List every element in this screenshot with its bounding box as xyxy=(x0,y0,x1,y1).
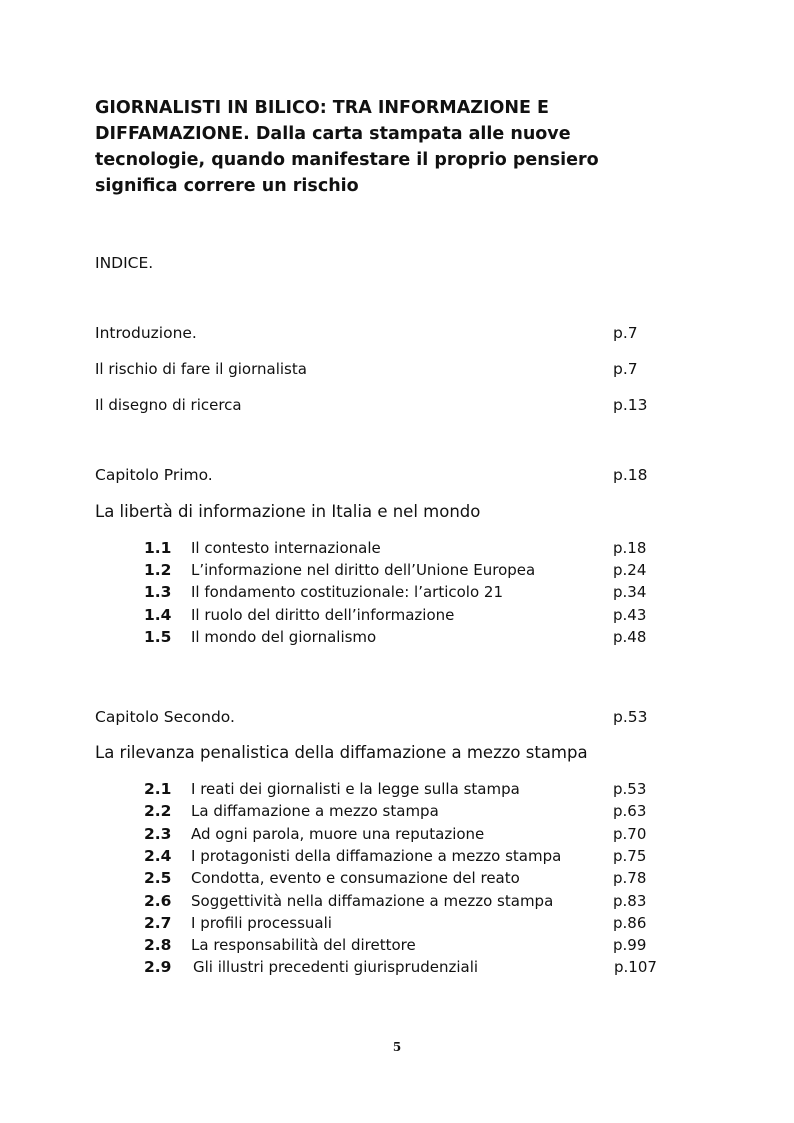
toc-item-text: Soggettività nella diffamazione a mezzo stampa xyxy=(191,892,554,910)
toc-item-number: 2.8 xyxy=(144,936,172,954)
toc-entry-page: p.13 xyxy=(613,396,648,414)
toc-item-text: Il contesto internazionale xyxy=(191,539,381,557)
toc-item-page: p.78 xyxy=(613,869,647,887)
toc-item-text: Condotta, evento e consumazione del reato xyxy=(191,869,520,887)
toc-item-page: p.99 xyxy=(613,936,647,954)
toc-item-page: p.24 xyxy=(613,561,647,579)
toc-item-page: p.83 xyxy=(613,892,647,910)
chapter2-heading-page: p.53 xyxy=(613,708,648,726)
toc-entry-label: Il disegno di ricerca xyxy=(95,396,242,414)
toc-item-page: p.70 xyxy=(613,825,647,843)
toc-entry-label: Il rischio di fare il giornalista xyxy=(95,360,307,378)
intro-heading: Introduzione. xyxy=(95,324,197,342)
toc-item-number: 1.2 xyxy=(144,561,172,579)
toc-item-text: Il ruolo del diritto dell’informazione xyxy=(191,606,455,624)
title-line: DIFFAMAZIONE. Dalla carta stampata alle nuove xyxy=(95,124,571,144)
toc-item-page: p.18 xyxy=(613,539,647,557)
chapter1-subtitle: La libertà di informazione in Italia e nel mondo xyxy=(95,502,481,521)
document-title xyxy=(95,95,705,199)
toc-entry-page: p.7 xyxy=(613,360,638,378)
toc-item-text: I profili processuali xyxy=(191,914,332,932)
toc-item-page: p.107 xyxy=(614,958,657,976)
toc-item-page: p.43 xyxy=(613,606,647,624)
toc-item-page: p.34 xyxy=(613,583,647,601)
intro-heading-page: p.7 xyxy=(613,324,638,342)
toc-item-text: I protagonisti della diffamazione a mezzo stampa xyxy=(191,847,562,865)
toc-item-number: 2.3 xyxy=(144,825,172,843)
toc-item-page: p.63 xyxy=(613,802,647,820)
toc-item-number: 2.1 xyxy=(144,780,172,798)
toc-item-text: Ad ogni parola, muore una reputazione xyxy=(191,825,485,843)
toc-item-number: 1.4 xyxy=(144,606,172,624)
toc-item-number: 2.6 xyxy=(144,892,172,910)
toc-item-number: 2.5 xyxy=(144,869,172,887)
toc-item-text: La responsabilità del direttore xyxy=(191,936,416,954)
toc-item-page: p.53 xyxy=(613,780,647,798)
toc-item-number: 1.3 xyxy=(144,583,172,601)
toc-item-number: 1.5 xyxy=(144,628,172,646)
index-heading: INDICE. xyxy=(95,254,154,272)
toc-item-text: Gli illustri precedenti giurisprudenziali xyxy=(193,958,479,976)
chapter1-heading-page: p.18 xyxy=(613,466,648,484)
toc-item-text: Il mondo del giornalismo xyxy=(191,628,377,646)
toc-item-text: Il fondamento costituzionale: l’articolo 21 xyxy=(191,583,503,601)
toc-item-text: La diffamazione a mezzo stampa xyxy=(191,802,439,820)
chapter2-heading: Capitolo Secondo. xyxy=(95,708,235,726)
toc-item-text: I reati dei giornalisti e la legge sulla stampa xyxy=(191,780,520,798)
toc-item-number: 1.1 xyxy=(144,539,172,557)
toc-item-number: 2.2 xyxy=(144,802,172,820)
title-line: significa correre un rischio xyxy=(95,176,359,196)
page-number: 5 xyxy=(392,1040,402,1054)
toc-item-page: p.86 xyxy=(613,914,647,932)
toc-item-number: 2.7 xyxy=(144,914,172,932)
toc-item-number: 2.4 xyxy=(144,847,172,865)
toc-item-page: p.48 xyxy=(613,628,647,646)
toc-item-page: p.75 xyxy=(613,847,647,865)
chapter2-subtitle: La rilevanza penalistica della diffamazione a mezzo stampa xyxy=(95,743,588,762)
title-line: GIORNALISTI IN BILICO: TRA INFORMAZIONE E xyxy=(95,98,549,118)
toc-item-number: 2.9 xyxy=(144,958,172,976)
toc-item-text: L’informazione nel diritto dell’Unione Europea xyxy=(191,561,536,579)
title-line: tecnologie, quando manifestare il proprio pensiero xyxy=(95,150,599,170)
chapter1-heading: Capitolo Primo. xyxy=(95,466,213,484)
